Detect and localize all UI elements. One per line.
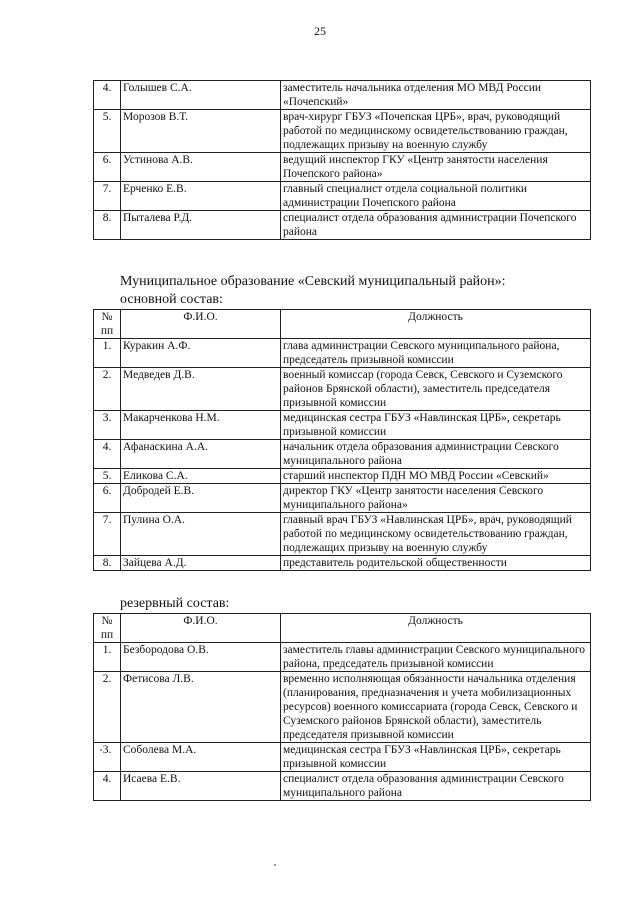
row-number: 4. xyxy=(94,81,121,110)
member-name: Макарченкова Н.М. xyxy=(121,411,281,440)
member-name: Фетисова Л.В. xyxy=(121,672,281,743)
row-number: 2. xyxy=(94,672,121,743)
table-row xyxy=(94,556,591,571)
table-row xyxy=(94,484,591,513)
table-row xyxy=(94,81,591,110)
table-row xyxy=(94,743,591,772)
member-name: Соболева М.А. xyxy=(121,743,281,772)
page-number: 25 xyxy=(314,24,326,38)
member-name: Морозов В.Т. xyxy=(121,110,281,153)
member-position: директор ГКУ «Центр занятости населения Севского муниципального района» xyxy=(281,484,591,513)
table-row xyxy=(94,440,591,469)
member-position: врач-хирург ГБУЗ «Почепская ЦРБ», врач, руководящий работой по медицинскому освидетельствованию граждан, подлежащих призыву на военную службу xyxy=(281,110,591,153)
table-row xyxy=(94,182,591,211)
member-name: Голышев С.А. xyxy=(121,81,281,110)
member-name: Медведев Д.В. xyxy=(121,368,281,411)
member-position: старший инспектор ПДН МО МВД России «Севский» xyxy=(281,469,591,484)
member-position: медицинская сестра ГБУЗ «Навлинская ЦРБ», секретарь призывной комиссии xyxy=(281,743,591,772)
row-number: 6. xyxy=(94,484,121,513)
row-number: 2. xyxy=(94,368,121,411)
member-name: Исаева Е.В. xyxy=(121,772,281,801)
commission-table-pochep xyxy=(93,80,591,240)
header-number: № пп xyxy=(94,614,121,643)
header-position: Должность xyxy=(281,614,591,643)
table-row xyxy=(94,110,591,153)
table-row xyxy=(94,772,591,801)
member-name: Еликова С.А. xyxy=(121,469,281,484)
member-position: глава администрации Севского муниципального района, председатель призывной комиссии xyxy=(281,339,591,368)
member-position: ведущий инспектор ГКУ «Центр занятости населения Почепского района» xyxy=(281,153,591,182)
member-position: главный специалист отдела социальной политики администрации Почепского района xyxy=(281,182,591,211)
table-row xyxy=(94,672,591,743)
member-name: Ерченко Е.В. xyxy=(121,182,281,211)
member-name: Зайцева А.Д. xyxy=(121,556,281,571)
header-position: Должность xyxy=(281,310,591,339)
row-number: 7. xyxy=(94,182,121,211)
table-row xyxy=(94,411,591,440)
row-number: 4. xyxy=(94,772,121,801)
header-name: Ф.И.О. xyxy=(121,310,281,339)
member-position: главный врач ГБУЗ «Навлинская ЦРБ», врач, руководящий работой по медицинскому освидетельствованию граждан, подлежащих призыву на военную службу xyxy=(281,513,591,556)
member-name: Добродей Е.В. xyxy=(121,484,281,513)
row-number: 8. xyxy=(94,211,121,240)
row-number: 3. xyxy=(94,411,121,440)
scan-speck xyxy=(100,749,102,751)
member-position: представитель родительской общественности xyxy=(281,556,591,571)
member-name: Куракин А.Ф. xyxy=(121,339,281,368)
member-position: начальник отдела образования администрации Севского муниципального района xyxy=(281,440,591,469)
member-name: Пыталева Р.Д. xyxy=(121,211,281,240)
table-header-row xyxy=(94,310,591,339)
header-name: Ф.И.О. xyxy=(121,614,281,643)
scan-speck xyxy=(274,864,276,866)
row-number: 3. xyxy=(94,743,121,772)
table-row xyxy=(94,513,591,556)
row-number: 5. xyxy=(94,110,121,153)
row-number: 6. xyxy=(94,153,121,182)
member-name: Безбородова О.В. xyxy=(121,643,281,672)
member-position: военный комиссар (города Севск, Севского и Суземского районов Брянской области), заместитель председателя призывной комиссии xyxy=(281,368,591,411)
row-number: 1. xyxy=(94,643,121,672)
table-row xyxy=(94,368,591,411)
row-number: 7. xyxy=(94,513,121,556)
row-number: 4. xyxy=(94,440,121,469)
table-header-row xyxy=(94,614,591,643)
table-row xyxy=(94,153,591,182)
row-number: 5. xyxy=(94,469,121,484)
commission-table-reserve xyxy=(93,613,591,801)
member-position: специалист отдела образования администрации Севского муниципального района xyxy=(281,772,591,801)
member-position: медицинская сестра ГБУЗ «Навлинская ЦРБ», секретарь призывной комиссии xyxy=(281,411,591,440)
section-heading-sevsk: Муниципальное образование «Севский муниципальный район»: xyxy=(120,274,506,289)
table-row xyxy=(94,339,591,368)
member-position: заместитель начальника отделения МО МВД России «Почепский» xyxy=(281,81,591,110)
header-number: № пп xyxy=(94,310,121,339)
member-name: Афанаскина А.А. xyxy=(121,440,281,469)
member-name: Пулина О.А. xyxy=(121,513,281,556)
table-row xyxy=(94,469,591,484)
row-number: 1. xyxy=(94,339,121,368)
table-row xyxy=(94,643,591,672)
section-subheading-reserve: резервный состав: xyxy=(120,596,230,611)
member-position: временно исполняющая обязанности начальника отделения (планирования, предназначения и учета мобилизационных ресурсов) военного комиссариата (города Севск, Севского и Суземского районов Брянской области), заместитель председателя призывной комиссии xyxy=(281,672,591,743)
table-row xyxy=(94,211,591,240)
commission-table-main xyxy=(93,309,591,571)
member-name: Устинова А.В. xyxy=(121,153,281,182)
row-number: 8. xyxy=(94,556,121,571)
member-position: заместитель главы администрации Севского муниципального района, председатель призывной комиссии xyxy=(281,643,591,672)
section-subheading-main: основной состав: xyxy=(120,292,223,307)
member-position: специалист отдела образования администрации Почепского района xyxy=(281,211,591,240)
